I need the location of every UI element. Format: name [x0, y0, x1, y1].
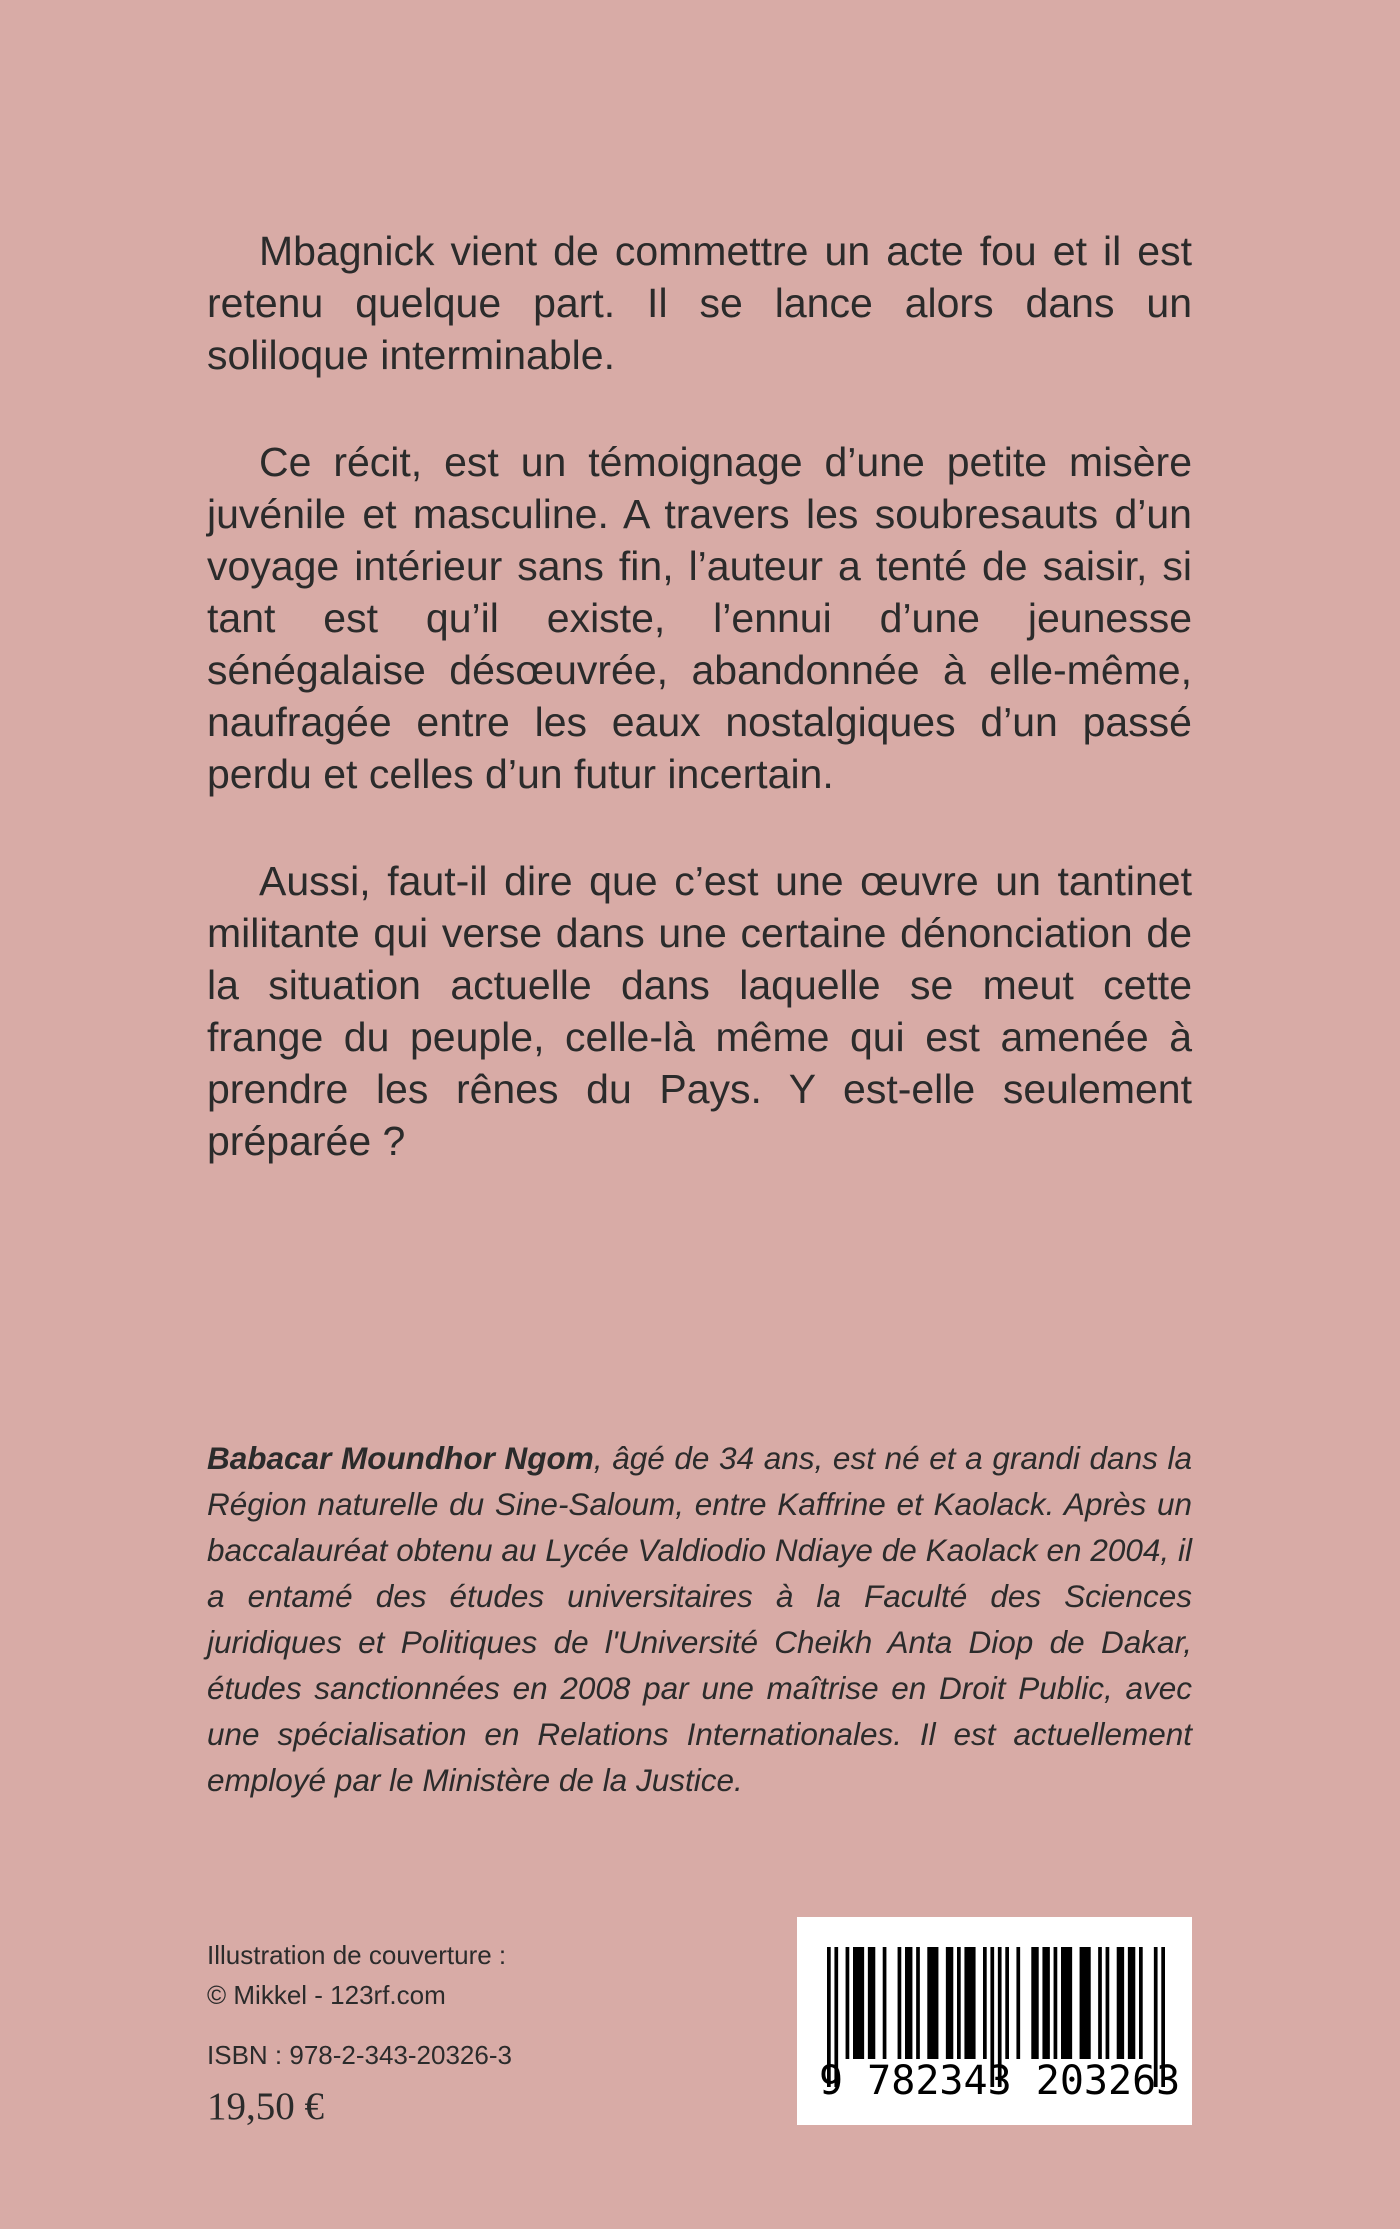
barcode-bar	[1106, 1947, 1110, 2059]
author-bio	[207, 1435, 1192, 1803]
barcode-bar	[1016, 1947, 1020, 2059]
synopsis-paragraph-3: Aussi, faut-il dire que c’est une œuvre un tantinet militante qui verse dans une certaine dénonciation de la situation actuelle dans laquelle se meut cette frange du peuple, celle-là même qui est amenée à prendre les rênes du Pays. Y est-elle seulement préparée ?	[207, 858, 1192, 1164]
barcode-bar	[1054, 1947, 1058, 2059]
cover-credits	[207, 1935, 506, 2015]
barcode-bar	[1042, 1947, 1049, 2059]
barcode-bar	[898, 1947, 902, 2059]
barcode-bar	[868, 1947, 875, 2059]
barcode-bar	[846, 1947, 850, 2059]
barcode-bar	[1005, 1947, 1009, 2059]
cover-credits-label: Illustration de couverture :	[207, 1940, 507, 1970]
barcode-bar	[983, 1947, 987, 2059]
isbn: ISBN : 978-2-343-20326-3	[207, 2040, 512, 2070]
barcode-bar	[1031, 1947, 1038, 2059]
barcode-bar	[1139, 1947, 1143, 2059]
barcode-bar	[883, 1947, 887, 2059]
barcode-bar	[927, 1947, 938, 2059]
barcode-bar	[905, 1947, 912, 2059]
barcode-bar	[1061, 1947, 1072, 2059]
barcode-bar	[1117, 1947, 1124, 2059]
barcode	[797, 1917, 1192, 2125]
barcode-bar	[853, 1947, 864, 2059]
synopsis	[207, 225, 1192, 1222]
barcode-bar	[916, 1947, 920, 2059]
barcode-bar	[964, 1947, 975, 2059]
synopsis-paragraph-2: Ce récit, est un témoignage d’une petite misère juvénile et masculine. A travers les soubresauts d’un voyage intérieur sans fin, l’auteur a tenté de saisir, si tant est qu’il existe, l’ennui d’une jeunesse sénégalaise désœuvrée, abandonnée à elle-même, naufragée entre les eaux nostalgiques d’un passé perdu et celles d’un futur incertain.	[207, 439, 1192, 797]
price: 19,50 €	[207, 2085, 324, 2128]
barcode-bar	[1098, 1947, 1102, 2059]
author-name: Babacar Moundhor Ngom	[207, 1440, 594, 1476]
synopsis-paragraph-1: Mbagnick vient de commettre un acte fou et il est retenu quelque part. Il se lance alors dans un soliloque interminable.	[207, 228, 1192, 378]
cover-credits-source: © Mikkel - 123rf.com	[207, 1980, 446, 2010]
barcode-bar	[1080, 1947, 1091, 2059]
barcode-bar	[957, 1947, 961, 2059]
barcode-bar	[1128, 1947, 1135, 2059]
barcode-bar	[946, 1947, 953, 2059]
barcode-digits: 9 782343 203263	[819, 2058, 1181, 2104]
author-bio-text: , âgé de 34 ans, est né et a grandi dans la Région naturelle du Sine-Saloum, entre Kaffrine et Kaolack. Après un baccalauréat obtenu au Lycée Valdiodio Ndiaye de Kaolack en 2004, il a entamé des études universitaires à la Faculté des Sciences juridiques et Politiques de l'Université Cheikh Anta Diop de Dakar, études sanctionnées en 2008 par une maîtrise en Droit Public, avec une spécialisation en Relations Internationales. Il est actuellement employé par le Ministère de la Justice.	[207, 1440, 1192, 1798]
